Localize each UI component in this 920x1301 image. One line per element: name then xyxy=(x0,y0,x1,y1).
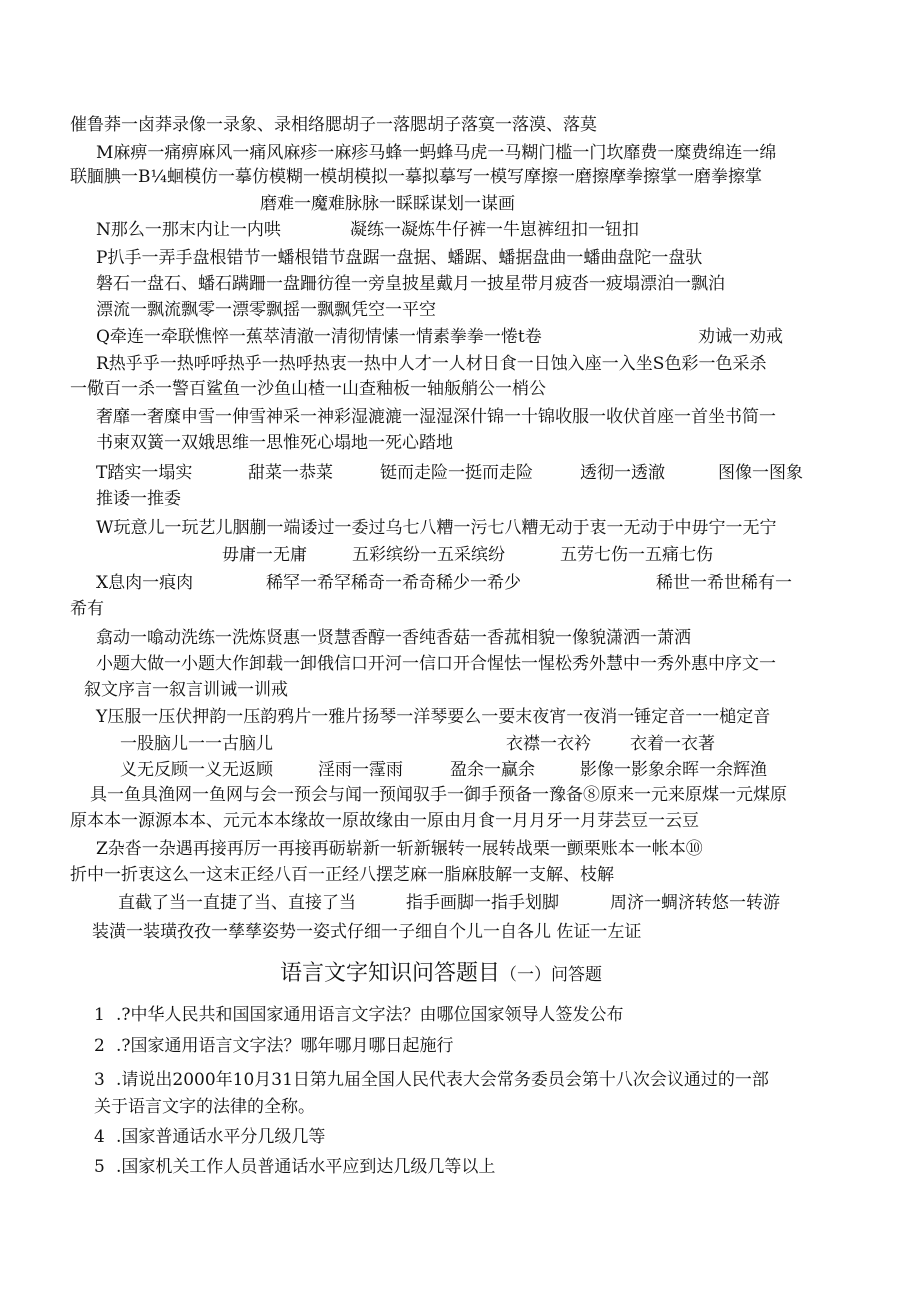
vocab-line: 书柬双簧一双娥思维一思惟死心塌地一死心踏地 xyxy=(96,433,453,453)
question-number: 3 xyxy=(94,1070,105,1090)
vocab-line: 一儆百一杀一警百鲨鱼一沙鱼山楂一山查釉板一轴舨艄公一梢公 xyxy=(70,379,546,399)
question-item xyxy=(94,1004,624,1026)
vocab-line: 凝练一凝炼牛仔裤一牛崽裤纽扣一钮扣 xyxy=(350,220,639,240)
vocab-line: M麻痹一痛痹麻风一痛风麻疹一麻疹马蜂一蚂蜂马虎一马糊门槛一门坎靡费一糜费绵连一绵 xyxy=(96,143,777,163)
question-text: .国家机关工作人员普通话水平应到达几级几等以上 xyxy=(116,1157,496,1177)
question-continuation: 关于语言文字的法律的全称。 xyxy=(94,1097,315,1117)
vocab-line: 影像一影象余晖一余辉渔 xyxy=(580,760,767,780)
section-subtitle: （一）问答题 xyxy=(500,965,603,985)
question-text: .?国家通用语言文字法？哪年哪月哪日起施行 xyxy=(116,1036,454,1056)
vocab-line: 指手画脚一指手划脚 xyxy=(406,893,559,913)
question-text: .请说出2000年10月31日第九届全国人民代表大会常务委员会第十八次会议通过的一部 xyxy=(116,1070,769,1090)
vocab-line: 铤而走险一挺而走险 xyxy=(380,463,533,483)
vocab-line: 甜菜一恭菜 xyxy=(248,463,333,483)
vocab-line: 催鲁莽一卤莽录像一录象、录相络腮胡子一落腮胡子落寞一落漠、落莫 xyxy=(70,115,597,135)
vocab-line: 义无反顾一义无返顾 xyxy=(120,760,273,780)
vocab-line: 装潢一装璜孜孜一孳孳姿势一姿式仔细一子细自个儿一自各儿 佐证一左证 xyxy=(92,922,642,942)
vocab-line: 原本本一源源本本、元元本本缘故一原故缘由一原由月食一月月牙一月芽芸豆一云豆 xyxy=(70,811,699,831)
vocab-line: T踏实一塌实 xyxy=(96,463,193,483)
vocab-line: 推诿一推委 xyxy=(96,489,181,509)
vocab-line: 磨难一魔难脉脉一睬睬谋划一谋画 xyxy=(260,194,515,214)
vocab-line: 衣着一衣著 xyxy=(630,734,715,754)
vocab-line: 透彻一透澈 xyxy=(580,463,665,483)
vocab-line: Z杂沓一杂遇再接再厉一再接再砺崭新一斩新辗转一展转战栗一颤栗账本一帐本⑩ xyxy=(96,839,703,859)
question-item xyxy=(94,1035,454,1057)
vocab-line: 具一鱼具渔网一鱼网与会一预会与闻一预闻驭手一御手预备一豫备⑧原来一元来原煤一元煤原 xyxy=(90,785,787,805)
section-title xyxy=(280,960,602,989)
vocab-line: 奢靡一奢糜申雪一伸雪神采一神彩湿漉漉一湿湿深什锦一十锦收服一收伏首座一首坐书简一 xyxy=(96,407,776,427)
vocab-line: 图像一图象 xyxy=(718,463,803,483)
vocab-line: P扒手一弄手盘根错节一蟠根错节盘踞一盘据、蟠踞、蟠据盘曲一蟠曲盘陀一盘驮 xyxy=(96,248,703,268)
vocab-line: 周济一蜩济转悠一转游 xyxy=(610,893,780,913)
question-item xyxy=(94,1126,325,1148)
vocab-line: 稀世一希世稀有一 xyxy=(656,573,792,593)
vocab-line: 翕动一噏动洗练一洗炼贤惠一贤慧香醇一香纯香菇一香菰相貌一像貌潇洒一萧洒 xyxy=(96,628,691,648)
vocab-line: 盈余一赢余 xyxy=(450,760,535,780)
question-text: .国家普通话水平分几级几等 xyxy=(116,1127,326,1147)
question-number: 1 xyxy=(94,1005,105,1025)
vocab-line: 五彩缤纷一五采缤纷 xyxy=(352,545,505,565)
vocab-line: 衣襟一衣衿 xyxy=(506,734,591,754)
vocab-line: 小题大做一小题大作卸载一卸俄信口开河一信口开合惺怯一惺松秀外慧中一秀外惠中序文一 xyxy=(96,654,776,674)
vocab-line: R热乎乎一热呼呼热乎一热呼热衷一热中人才一人材日食一日蚀入座一入坐S色彩一色采杀 xyxy=(96,354,767,374)
vocab-line: 直截了当一直捷了当、直接了当 xyxy=(118,893,356,913)
question-text: .?中华人民共和国国家通用语言文字法？由哪位国家领导人签发公布 xyxy=(116,1005,624,1025)
vocab-line: Y压服一压伏押韵一压韵鸦片一雅片扬琴一洋琴要么一要末夜宵一夜消一锤定音一一槌定音 xyxy=(96,707,771,727)
vocab-line: 磐石一盘石、蟠石蹒跚一盘跚彷徨一旁皇披星戴月一披星带月疲沓一疲塌漂泊一飘泊 xyxy=(96,274,725,294)
vocab-line: 希有 xyxy=(70,599,104,619)
vocab-line: 漂流一飘流飘零一漂零飘摇一飘飘凭空一平空 xyxy=(96,300,436,320)
vocab-line: 叙文序言一叙言训诫一训戒 xyxy=(84,680,288,700)
section-title-text: 语言文字知识问答题目 xyxy=(280,961,501,986)
vocab-line: 一股脑儿一一古脑儿 xyxy=(120,734,273,754)
question-item xyxy=(94,1069,769,1091)
question-item xyxy=(94,1156,495,1178)
vocab-line: X息肉一痕肉 xyxy=(96,573,194,593)
vocab-line: 折中一折衷这么一这末正经八百一正经八摆芝麻一脂麻肢解一支解、枝解 xyxy=(70,865,614,885)
vocab-line: W玩意儿一玩艺儿胭蒯一端诿过一委过乌七八糟一污七八糟无动于衷一无动于中毋宁一无宁 xyxy=(96,518,777,538)
vocab-line: Q牵连一牵联憔悴一蕉萃清澈一清彻情愫一情素拳拳一惓t卷 xyxy=(96,327,542,347)
vocab-line: 稀罕一希罕稀奇一希奇稀少一希少 xyxy=(266,573,521,593)
question-number: 2 xyxy=(94,1036,105,1056)
vocab-line: 五劳七伤一五痛七伤 xyxy=(560,545,713,565)
question-number: 5 xyxy=(94,1157,105,1177)
vocab-line: 毋庸一无庸 xyxy=(222,545,307,565)
vocab-line: 劝诫一劝戒 xyxy=(698,327,783,347)
vocab-line: N那么一那末内让一内哄 xyxy=(96,220,281,240)
vocab-line: 联腼腆一B¼蛔模仿一摹仿模糊一模胡模拟一摹拟摹写一模写摩擦一磨擦摩拳擦掌一磨拳擦掌 xyxy=(70,167,762,187)
vocab-line: 淫雨一霪雨 xyxy=(318,760,403,780)
question-number: 4 xyxy=(94,1127,105,1147)
